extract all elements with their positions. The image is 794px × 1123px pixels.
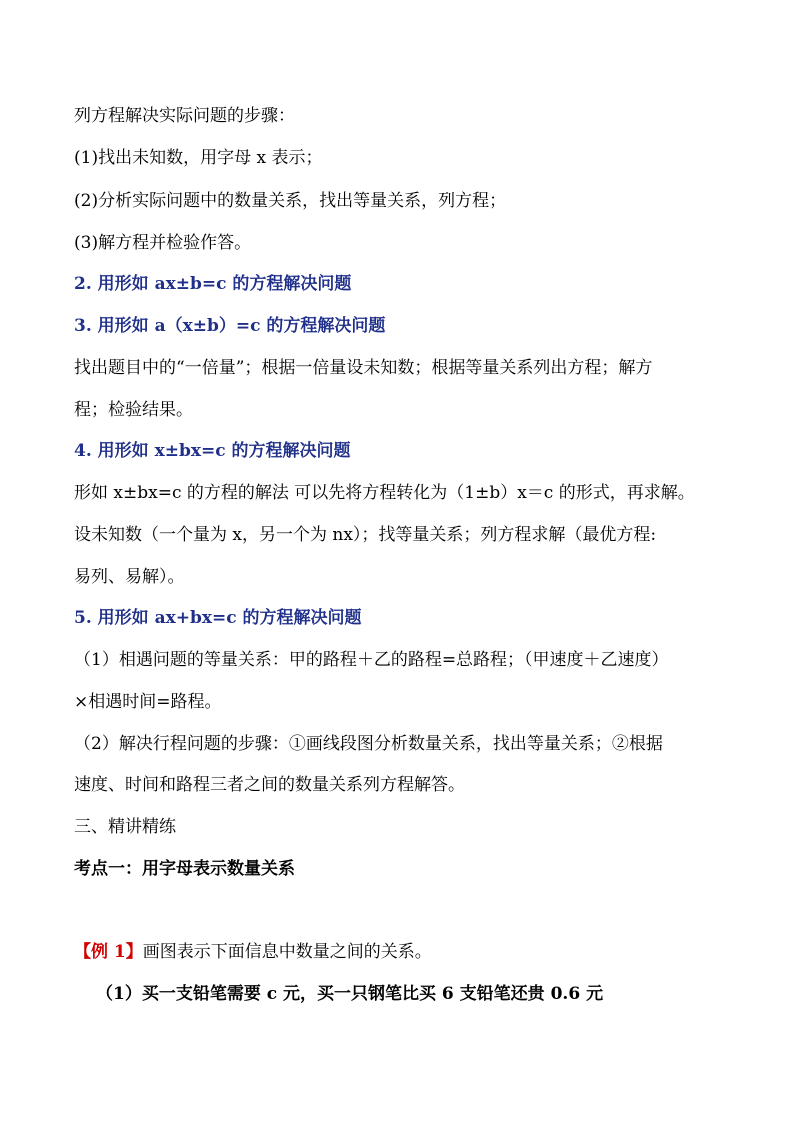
text-line: 列方程解决实际问题的步骤： [74, 106, 295, 126]
text-line: 易列、易解）。 [74, 567, 185, 587]
text-line: (3)解方程并检验作答。 [74, 233, 252, 253]
text-line: 程；检验结果。 [74, 400, 193, 420]
text-line: (2)分析实际问题中的数量关系，找出等量关系，列方程； [74, 191, 507, 211]
text-line: （2）解决行程问题的步骤：①画线段图分析数量关系，找出等量关系；②根据 [74, 734, 663, 754]
example-text: 画图表示下面信息中数量之间的关系。 [142, 942, 432, 962]
text-line: 设未知数（一个量为 x，另一个为 nx）；找等量关系；列方程求解（最优方程: [74, 525, 657, 545]
text-line: 找出题目中的“一倍量”；根据一倍量设未知数；根据等量关系列出方程；解方 [74, 358, 653, 378]
section-heading: 4. 用形如 x±bx=c 的方程解决问题 [74, 441, 351, 461]
section-heading: 2. 用形如 ax±b=c 的方程解决问题 [74, 274, 352, 294]
example-tag: 【例 1】 [74, 942, 143, 962]
example-line [74, 940, 432, 964]
topic-heading: 考点一：用字母表示数量关系 [74, 859, 295, 879]
section-heading: 3. 用形如 a（x±b）=c 的方程解决问题 [74, 316, 386, 336]
text-line: （1）相遇问题的等量关系：甲的路程＋乙的路程=总路程；（甲速度＋乙速度） [74, 650, 669, 670]
text-line: 形如 x±bx=c 的方程的解法 可以先将方程转化为（1±b）x＝c 的形式，再求解。 [74, 483, 695, 503]
text-line: 速度、时间和路程三者之间的数量关系列方程解答。 [74, 775, 465, 795]
section-title: 三、精讲精练 [74, 817, 176, 837]
section-heading: 5. 用形如 ax+bx=c 的方程解决问题 [74, 608, 362, 628]
example-item: （1）买一支铅笔需要 c 元，买一只钢笔比买 6 支铅笔还贵 0.6 元 [96, 984, 604, 1004]
text-line: ×相遇时间=路程。 [74, 692, 222, 712]
text-line: (1)找出未知数，用字母 x 表示； [74, 148, 323, 168]
